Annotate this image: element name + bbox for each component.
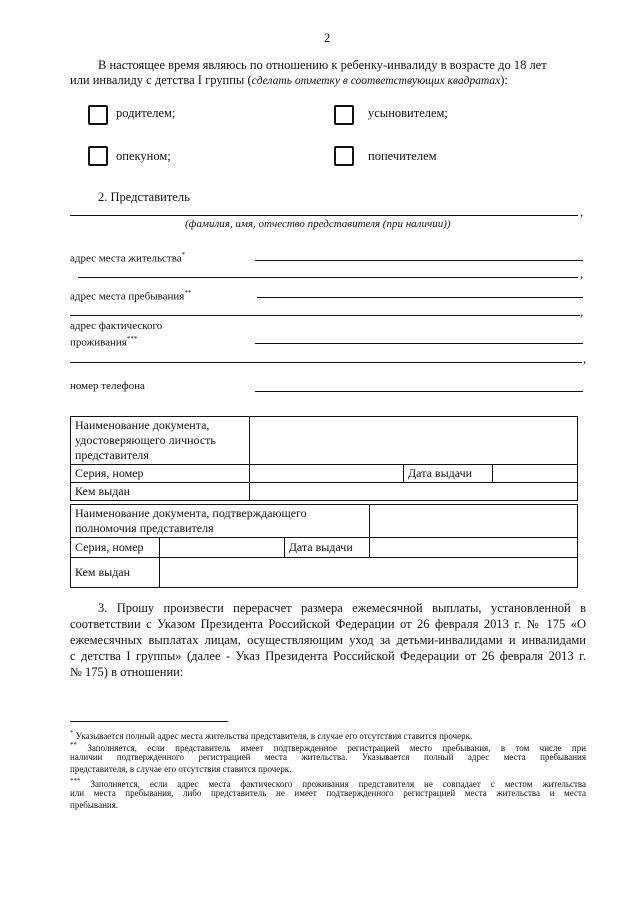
option-guardian-label: опекуном; — [116, 149, 171, 163]
intro-line-2 — [70, 73, 590, 89]
footnote-separator — [70, 721, 228, 722]
residence-mark: * — [181, 251, 186, 259]
section-3-line-4: с детства I группы» (далее - Указ Президента Российской Федерации от 26 февраля 2013 г. — [70, 649, 586, 663]
residence-field-2[interactable] — [78, 277, 578, 278]
stay-mark: ** — [184, 289, 192, 297]
identity-doc-name-value[interactable] — [250, 417, 578, 465]
representative-name-field[interactable] — [70, 215, 578, 216]
authority-doc-name-label: Наименование документа, подтверждающего полномочия представителя — [71, 505, 370, 538]
option-trustee-label: попечителем — [368, 149, 437, 163]
section-3-line-1: 3. Прошу произвести перерасчет размера ежемесячной выплаты, установленной в — [98, 601, 586, 615]
stay-label — [70, 287, 191, 304]
identity-issue-date-value[interactable] — [493, 465, 578, 483]
comma-1: , — [580, 205, 584, 219]
authority-issued-by-label: Кем выдан — [71, 558, 160, 588]
footnote-2-line-3: представителя, в случае его отсутствия ставится прочерк. — [70, 764, 292, 774]
page-number: 2 — [324, 31, 331, 45]
intro-line-2-italic: сделать отметку в соответствующих квадратах — [251, 75, 501, 87]
checkbox-adopter[interactable] — [334, 105, 354, 125]
residence-label-text: адрес места жительства — [70, 252, 182, 265]
identity-issued-by-label: Кем выдан — [71, 483, 250, 501]
stay-label-text: адрес места пребывания — [70, 290, 185, 303]
footnote-2-line-2: наличии подтвержденного регистрацией места жительства. Указывается полный адрес места пребывания — [70, 752, 586, 762]
section-3-line-3: ежемесячных выплатах лицам, осуществляющим уход за детьми-инвалидами и инвалидами — [70, 633, 586, 647]
actual-label-1: адрес фактического — [70, 320, 163, 332]
identity-issued-by-value[interactable] — [250, 483, 578, 501]
actual-label-2 — [70, 333, 137, 350]
checkbox-trustee[interactable] — [334, 146, 354, 166]
authority-series-value[interactable] — [160, 538, 284, 558]
phone-field[interactable] — [255, 391, 583, 392]
authority-issue-date-value[interactable] — [370, 538, 578, 558]
checkbox-guardian[interactable] — [88, 146, 108, 166]
stay-field-1[interactable] — [257, 297, 583, 298]
identity-series-value[interactable] — [250, 465, 404, 483]
checkbox-parent[interactable] — [88, 105, 108, 125]
identity-series-label: Серия, номер — [71, 465, 250, 483]
authority-issue-date-label: Дата выдачи — [284, 538, 369, 558]
footnote-1-mark: * — [70, 729, 74, 737]
option-adopter-label: усыновителем; — [368, 106, 448, 120]
footnote-1-text: Указывается полный адрес места жительства представителя, в случае его отсутствия ставится прочерк. — [75, 731, 473, 741]
residence-label — [70, 249, 185, 266]
footnote-3-line-2: или места пребывания, либо представитель не имеет подтвержденного регистрацией места жительства и места — [70, 788, 586, 798]
identity-issue-date-label: Дата выдачи — [404, 465, 493, 483]
intro-line-2-plain: или инвалиду с детства I группы ( — [70, 73, 252, 87]
intro-line-1: В настоящее время являюсь по отношению к ребенку-инвалиду в возрасте до 18 лет — [98, 58, 547, 72]
name-caption: (фамилия, имя, отчество представителя (при наличии)) — [185, 218, 451, 230]
section-3-line-2: соответствии с Указом Президента Российской Федерации от 26 февраля 2013 г. № 175 «О — [70, 617, 586, 631]
footnote-2-text-1: Заполняется, если представитель имеет подтвержденное регистрацией место пребывания, в том числе при — [87, 743, 587, 753]
footnote-3-line-3: пребывания. — [70, 800, 119, 810]
authority-document-table — [70, 504, 578, 588]
residence-field-1[interactable] — [255, 260, 583, 261]
authority-doc-name-value[interactable] — [370, 505, 578, 538]
footnote-3-text-1: Заполняется, если адрес места фактического проживания представителя не совпадает с местом жительства — [90, 779, 586, 789]
authority-series-label: Серия, номер — [71, 538, 160, 558]
actual-field-2[interactable] — [70, 362, 582, 363]
section-3-line-5: № 175) в отношении: — [70, 665, 184, 679]
identity-document-table — [70, 416, 578, 501]
identity-doc-name-label: Наименование документа, удостоверяющего личность представителя — [71, 417, 250, 465]
comma-2: , — [580, 267, 584, 281]
comma-3: , — [580, 305, 584, 319]
actual-field-1[interactable] — [255, 343, 583, 344]
footnote-2-mark: ** — [70, 741, 77, 749]
footnote-3-mark: *** — [70, 777, 81, 785]
comma-4: , — [583, 352, 587, 366]
option-parent-label: родителем; — [116, 106, 176, 120]
stay-field-2[interactable] — [70, 315, 580, 316]
intro-line-2-end: ): — [500, 73, 508, 87]
section-2-title: 2. Представитель — [98, 190, 190, 204]
actual-label-2-text: проживания — [70, 336, 127, 349]
phone-label: номер телефона — [70, 380, 145, 392]
actual-mark: *** — [126, 335, 138, 343]
authority-issued-by-value[interactable] — [160, 558, 578, 588]
